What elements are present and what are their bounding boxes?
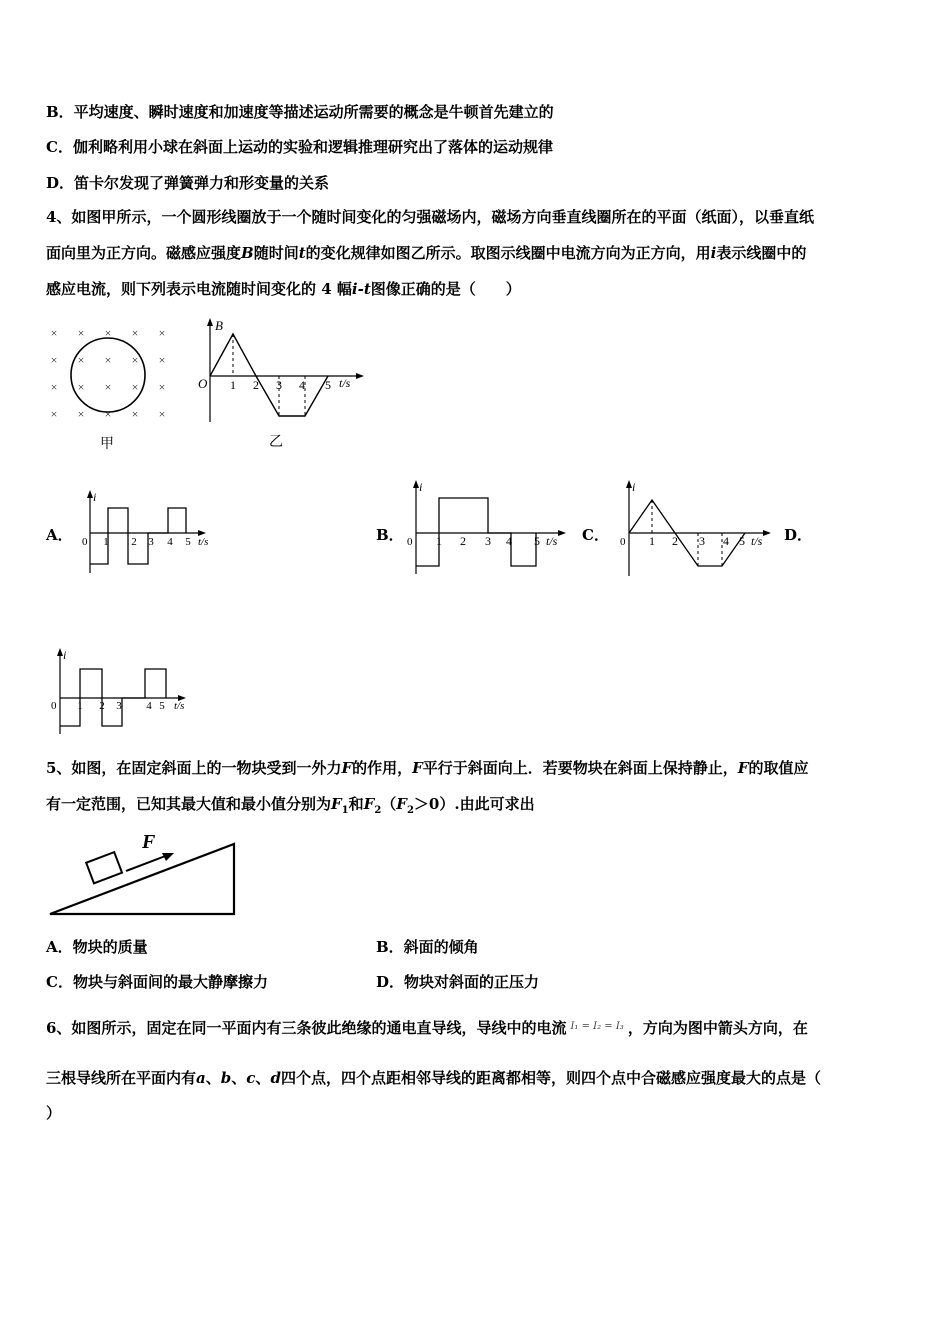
tick: 3 bbox=[116, 700, 122, 712]
origin-label: 0 bbox=[407, 536, 413, 548]
text: 表示线圈中的 bbox=[716, 244, 807, 262]
q5-option-d: D．物块对斜面的正压力 bbox=[376, 973, 540, 991]
axis-label-t: t/s bbox=[174, 700, 185, 712]
figure-label-jia: 甲 bbox=[100, 437, 114, 452]
tick-1: 1 bbox=[230, 378, 236, 392]
incline bbox=[50, 844, 234, 914]
symbol-f: F bbox=[412, 759, 423, 777]
svg-text:×: × bbox=[131, 380, 139, 394]
text: 面向里为正方向。磁感应强度 bbox=[46, 244, 242, 262]
b-curve bbox=[210, 334, 328, 416]
q4-option-d-graph bbox=[46, 646, 196, 738]
axis-label-t: t/s bbox=[751, 534, 763, 548]
svg-text:×: × bbox=[50, 380, 58, 394]
q6-stem-line1 bbox=[46, 1017, 808, 1038]
svg-text:×: × bbox=[77, 326, 85, 340]
axis-label-t: t/s bbox=[339, 376, 351, 390]
q3-option-c: C．伽利略利用小球在斜面上运动的实验和逻辑推理研究出了落体的运动规律 bbox=[46, 138, 553, 156]
tick: 5 bbox=[185, 536, 191, 548]
tick-5: 5 bbox=[325, 378, 331, 392]
tick: 5 bbox=[534, 534, 540, 548]
svg-text:×: × bbox=[158, 407, 166, 421]
coil-circle bbox=[71, 338, 145, 412]
figure-jia bbox=[44, 322, 174, 454]
svg-text:×: × bbox=[104, 407, 112, 421]
block bbox=[86, 852, 122, 883]
force-label: F bbox=[142, 831, 156, 853]
tick-3: 3 bbox=[276, 378, 282, 392]
svg-text:×: × bbox=[158, 380, 166, 394]
symbol-f2: F bbox=[363, 795, 375, 813]
svg-text:×: × bbox=[104, 353, 112, 367]
svg-text:×: × bbox=[50, 407, 58, 421]
axis-label-t: t/s bbox=[546, 534, 558, 548]
q4-stem-line2 bbox=[46, 242, 806, 263]
q5-stem-line2 bbox=[46, 793, 535, 816]
figure-yi bbox=[195, 314, 370, 454]
tick: 2 bbox=[672, 534, 678, 548]
tick: 1 bbox=[77, 700, 83, 712]
tick: 4 bbox=[506, 534, 512, 548]
svg-text:×: × bbox=[77, 353, 85, 367]
axis-label-i: i bbox=[632, 480, 636, 494]
q4-option-b-graph bbox=[402, 478, 577, 578]
svg-text:×: × bbox=[131, 353, 139, 367]
axis-label-b: B bbox=[215, 318, 223, 333]
origin-label: 0 bbox=[82, 536, 88, 548]
force-arrow bbox=[126, 855, 168, 871]
symbol-it: i-t bbox=[351, 280, 371, 298]
q5-option-b: B．斜面的倾角 bbox=[376, 938, 479, 956]
axis-label-i: i bbox=[93, 490, 97, 504]
incline-figure bbox=[46, 826, 241, 918]
text: 图像正确的是（ ） bbox=[370, 280, 521, 298]
text: 6、如图所示，固定在同一平面内有三条彼此绝缘的通电直导线，导线中的电流 bbox=[46, 1019, 567, 1037]
svg-text:×: × bbox=[50, 353, 58, 367]
symbol-f: F bbox=[341, 759, 353, 777]
svg-text:×: × bbox=[104, 380, 112, 394]
axis-label-i: i bbox=[63, 648, 67, 662]
subscript: 2 bbox=[374, 805, 382, 816]
text: 感应电流，则下列表示电流随时间变化的 4 幅 bbox=[46, 280, 352, 298]
svg-text:×: × bbox=[158, 353, 166, 367]
q5-stem-line1 bbox=[46, 757, 808, 778]
current-formula: I₁ = I₂ = I₃ bbox=[570, 1021, 624, 1032]
svg-text:×: × bbox=[158, 326, 166, 340]
q4-option-c-graph bbox=[615, 478, 780, 578]
tick: 4 bbox=[167, 536, 173, 548]
tick: 4 bbox=[723, 534, 729, 548]
q4-option-a-graph bbox=[80, 488, 215, 578]
figure-label-yi: 乙 bbox=[269, 435, 283, 450]
point-c: c bbox=[246, 1069, 256, 1087]
symbol-f2: F bbox=[396, 795, 407, 813]
origin-label: O bbox=[198, 376, 208, 391]
tick: 4 bbox=[146, 700, 152, 712]
svg-text:×: × bbox=[104, 326, 112, 340]
text: 四个点，四个点距相邻导线的距离都相等，则四个点中合磁感应强度最大的点是（ bbox=[280, 1069, 821, 1087]
q4-option-b-label: B． bbox=[376, 526, 404, 544]
text: 的取值应 bbox=[748, 759, 809, 777]
text: 三根导线所在平面内有 bbox=[46, 1069, 197, 1087]
tick: 1 bbox=[103, 536, 109, 548]
q3-option-b: B．平均速度、瞬时速度和加速度等描述运动所需要的概念是牛顿首先建立的 bbox=[46, 103, 554, 121]
symbol-f: F bbox=[737, 759, 749, 777]
tick: 3 bbox=[148, 536, 154, 548]
text: 的变化规律如图乙所示。取图示线圈中电流方向为正方向，用 bbox=[305, 244, 711, 262]
tick-2: 2 bbox=[253, 378, 259, 392]
q4-option-c-label: C． bbox=[582, 526, 609, 544]
q5-option-a: A．物块的质量 bbox=[46, 938, 148, 956]
q3-option-d: D．笛卡尔发现了弹簧弹力和形变量的关系 bbox=[46, 174, 330, 192]
tick: 5 bbox=[159, 700, 165, 712]
tick: 5 bbox=[739, 534, 745, 548]
origin-label: 0 bbox=[620, 536, 626, 548]
magnetic-field-crosses bbox=[51, 326, 166, 421]
text: 随时间 bbox=[253, 244, 299, 262]
q4-option-a-label: A． bbox=[46, 526, 73, 544]
text: 有一定范围，已知其最大值和最小值分别为 bbox=[46, 795, 332, 813]
tick: 2 bbox=[131, 536, 137, 548]
q6-stem-line3: ） bbox=[46, 1104, 62, 1122]
point-b: b bbox=[220, 1069, 232, 1087]
text: ＞0）.由此可求出 bbox=[413, 795, 535, 813]
subscript: 2 bbox=[406, 805, 414, 816]
symbol-b: B bbox=[241, 244, 254, 262]
text: 、 bbox=[231, 1069, 247, 1087]
q4-stem-line1: 4、如图甲所示，一个圆形线圈放于一个随时间变化的匀强磁场内，磁场方向垂直线圈所在的平面（纸面），以垂直纸 bbox=[46, 208, 814, 226]
q6-stem-line2 bbox=[46, 1067, 821, 1088]
text: 和 bbox=[348, 795, 364, 813]
tick: 2 bbox=[460, 534, 466, 548]
text: 5、如图，在固定斜面上的一物块受到一外力 bbox=[46, 759, 342, 777]
q4-option-d-label: D． bbox=[784, 526, 813, 544]
axis-label-t: t/s bbox=[198, 536, 209, 548]
tick: 1 bbox=[436, 534, 442, 548]
point-d: d bbox=[270, 1069, 281, 1087]
svg-text:×: × bbox=[131, 326, 139, 340]
svg-text:×: × bbox=[77, 407, 85, 421]
tick: 2 bbox=[99, 700, 105, 712]
tick: 1 bbox=[649, 534, 655, 548]
text: 、 bbox=[255, 1069, 271, 1087]
tick-4: 4 bbox=[299, 378, 305, 392]
point-a: a bbox=[196, 1069, 206, 1087]
symbol-f1: F bbox=[331, 795, 342, 813]
text: 平行于斜面向上．若要物块在斜面上保持静止， bbox=[422, 759, 738, 777]
text: （ bbox=[381, 795, 397, 813]
svg-text:×: × bbox=[50, 326, 58, 340]
symbol-i: i bbox=[710, 244, 717, 262]
symbol-t: t bbox=[298, 244, 306, 262]
text: 的作用， bbox=[352, 759, 413, 777]
svg-text:×: × bbox=[77, 380, 85, 394]
text: 、 bbox=[205, 1069, 221, 1087]
tick: 3 bbox=[485, 534, 491, 548]
axis-label-i: i bbox=[419, 480, 423, 494]
text: ，方向为图中箭头方向，在 bbox=[627, 1019, 808, 1037]
tick: 3 bbox=[699, 534, 705, 548]
svg-text:×: × bbox=[131, 407, 139, 421]
origin-label: 0 bbox=[51, 700, 57, 712]
q5-option-c: C．物块与斜面间的最大静摩擦力 bbox=[46, 973, 268, 991]
subscript: 1 bbox=[341, 805, 349, 816]
q4-stem-line3 bbox=[46, 278, 521, 299]
